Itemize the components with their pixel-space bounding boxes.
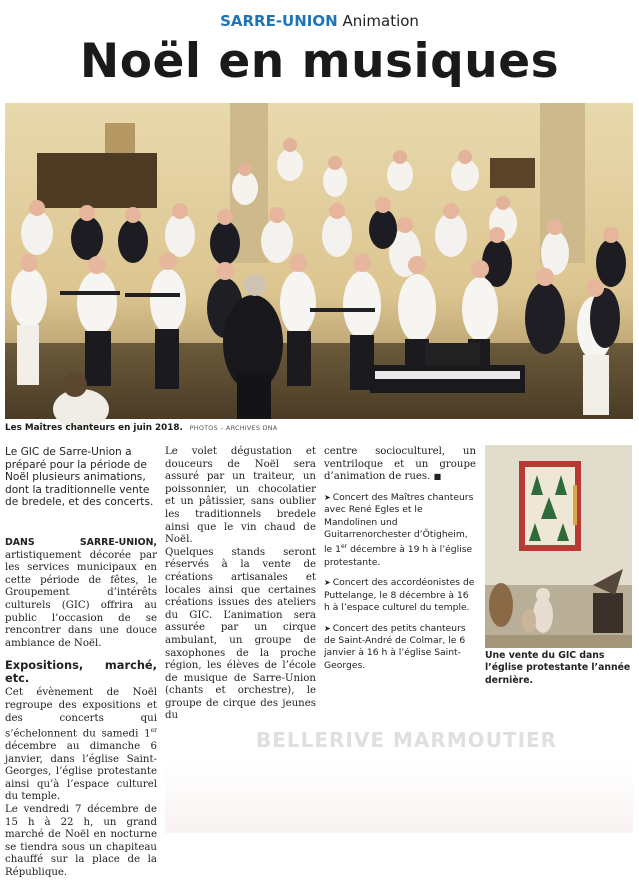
event-text: Concert des petits chanteurs de Saint-André de Colmar, le 6 janvier à 16 h à l’église Saint-Georges. xyxy=(324,622,466,671)
runin-location: DANS SARRE-UNION, xyxy=(5,537,157,548)
arrow-icon: ➤ xyxy=(324,492,331,502)
ordinal-suffix: er xyxy=(340,543,348,551)
sale-photo-caption: Une vente du GIC dans l’église protestante l’année dernière. xyxy=(485,650,631,686)
ordinal-suffix: er xyxy=(150,727,157,735)
event-item xyxy=(324,492,476,570)
sale-photo xyxy=(485,445,632,648)
kicker-location: SARRE-UNION xyxy=(220,12,338,30)
photo-caption-text: Les Maîtres chanteurs en juin 2018. xyxy=(5,423,183,433)
article-headline: Noël en musiques xyxy=(79,34,560,89)
article-column-1 xyxy=(5,537,157,880)
paragraph-events-text-a: Cet évènement de Noël regroupe des expositions et des concerts qui s’échelonnent du samedi 1 xyxy=(5,687,157,740)
photo-credit: PHOTOS – ARCHIVES DNA xyxy=(189,424,278,432)
intro-text: artistiquement décorée par les services municipaux en cette période de fêtes, le Groupement d’intérêts culturels (GIC) offrira au public l’occasion de se rencontrer dans une douce ambiance de Noël. xyxy=(5,549,157,649)
intro-paragraph xyxy=(5,537,157,650)
end-mark: ■ xyxy=(433,472,442,482)
paragraph-tasting: Le volet dégustation et douceurs de Noël sera assuré par un traiteur, un poissonnier, un chocolatier et un pâtissier, sans oublier les traditionnels bredele ainsi que le vin chaud de Noël. xyxy=(165,446,316,546)
arrow-icon: ➤ xyxy=(324,623,331,633)
choir-photo xyxy=(5,103,633,419)
paragraph-events xyxy=(5,687,157,804)
kicker-category: Animation xyxy=(342,12,419,30)
article-column-2 xyxy=(165,446,316,723)
event-item xyxy=(324,577,476,614)
event-text: Concert des Maîtres chanteurs avec René Egles et le Mandolinen und Guitarrenorchester d’Ötigheim, le 1 xyxy=(324,491,474,556)
paragraph-market: Le vendredi 7 décembre de 15 h à 22 h, un grand marché de Noël en nocturne se tiendra sous un chapiteau chauffé sur la place de la République. xyxy=(5,804,157,879)
event-text-end: décembre à 19 h à l’église protestante. xyxy=(324,544,473,568)
section-subhead: Expositions, marché, etc. xyxy=(5,658,157,686)
arrow-icon: ➤ xyxy=(324,578,331,588)
article-lead: Le GIC de Sarre-Union a préparé pour la période de Noël plusieurs animations, dont la traditionnelle vente de bredele, et des concerts. xyxy=(5,446,154,509)
choir-photo-illustration xyxy=(5,103,633,419)
paragraph-closing xyxy=(324,446,476,484)
photo-caption xyxy=(5,423,633,433)
event-item xyxy=(324,623,476,673)
section-kicker xyxy=(0,12,639,30)
sale-photo-illustration xyxy=(485,445,632,648)
paragraph-closing-text: centre socioculturel, un ventriloque et un groupe d’animation de rues. xyxy=(324,446,476,483)
bleed-through-band xyxy=(165,760,633,833)
article-column-3 xyxy=(324,446,476,672)
paragraph-events-text-b: décembre au dimanche 6 janvier, dans l’église Saint-Georges, l’église protestante ainsi qu’à l’espace culturel du temple. xyxy=(5,741,157,803)
paragraph-stands: Quelques stands seront réservés à la vente de créations artisanales et locales ainsi que certaines créations issues des ateliers du GIC. L’animation sera assurée par un cirque ambulant, un groupe de saxophones de la proche région, les élèves de l’école de musique de Sarre-Union (chants et orchestre), le groupe de cirque des jeunes du xyxy=(165,546,316,722)
bleed-through-text: BELLERIVE MARMOUTIER xyxy=(256,728,558,752)
event-text: Concert des accordéonistes de Puttelange, le 8 décembre à 16 h à l’espace culturel du temple. xyxy=(324,577,475,614)
